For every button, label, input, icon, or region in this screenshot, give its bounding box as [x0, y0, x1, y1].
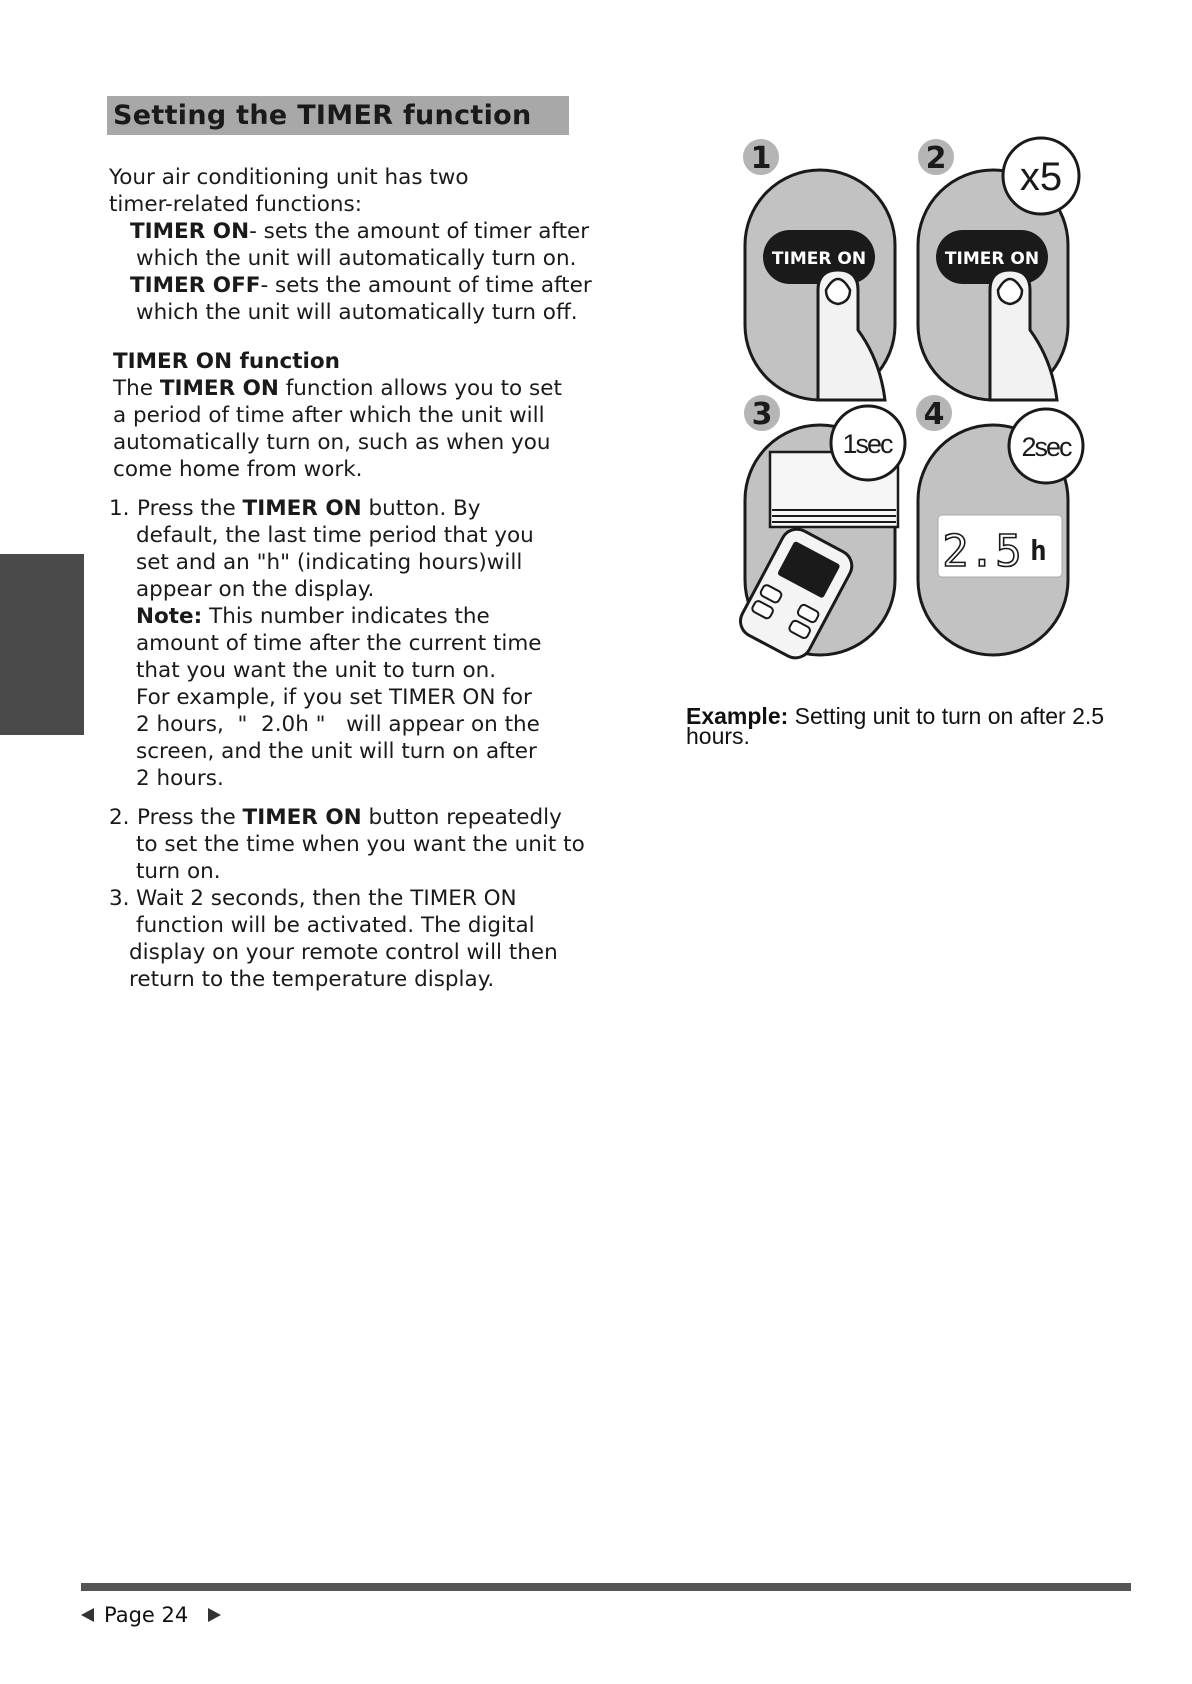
step-3-line-3: display on your remote control will then — [129, 940, 558, 965]
timer-off-term: TIMER OFF — [130, 273, 261, 298]
section-heading: Setting the TIMER function — [107, 96, 569, 135]
caption-line-1 — [686, 703, 1136, 729]
step-2-bold: TIMER ON — [242, 805, 362, 830]
step-1-line-1 — [137, 495, 481, 522]
timer-off-definition — [130, 272, 592, 299]
previous-page-arrow-icon[interactable] — [81, 1608, 94, 1622]
step-3-line-2: function will be activated. The digital — [136, 913, 535, 938]
timer-on-desc-2: which the unit will automatically turn on. — [136, 246, 577, 271]
step-1-number: 1. — [109, 496, 130, 521]
step-1-badge-label: 1 — [750, 141, 772, 176]
step-1-prefix: Press the — [137, 496, 243, 521]
display-unit: h — [1030, 534, 1047, 567]
note-line-7: 2 hours. — [136, 766, 224, 791]
step-3-badge-label: 3 — [751, 397, 773, 432]
caption-line-2: hours. — [686, 723, 750, 749]
step-3-line-1: Wait 2 seconds, then the TIMER ON — [136, 886, 517, 911]
section-para-3: automatically turn on, such as when you — [113, 430, 551, 455]
note-line-5: 2 hours, " 2.0h " will appear on the — [136, 712, 540, 737]
step-1-line-2: default, the last time period that you — [136, 523, 534, 548]
step-2-rest: button repeatedly — [361, 805, 562, 830]
fingernail-1 — [826, 279, 850, 304]
section-para-prefix: The — [113, 376, 160, 401]
note-label: Note: — [136, 604, 203, 629]
section-para-2: a period of time after which the unit will — [113, 403, 545, 428]
step-1-line-3: set and an "h" (indicating hours)will — [136, 550, 523, 575]
note-line-6: screen, and the unit will turn on after — [136, 739, 537, 764]
step-2-prefix: Press the — [137, 805, 243, 830]
footer-rule — [81, 1583, 1131, 1591]
timer-illustration — [730, 130, 1110, 670]
page-footer — [81, 1600, 221, 1630]
step-1-line-4: appear on the display. — [136, 577, 375, 602]
note-line-4: For example, if you set TIMER ON for — [136, 685, 532, 710]
intro-line-1: Your air conditioning unit has two — [109, 165, 469, 190]
step-2-line-3: turn on. — [136, 859, 221, 884]
step-2-line-2: to set the time when you want the unit to — [136, 832, 585, 857]
timer-off-desc: - sets the amount of time after — [260, 273, 592, 298]
section-para-4: come home from work. — [113, 457, 363, 482]
note-line-2: amount of time after the current time — [136, 631, 542, 656]
next-page-arrow-icon[interactable] — [208, 1608, 221, 1622]
step-2-badge-label: 2 — [925, 141, 947, 176]
step-4-badge-label: 4 — [923, 397, 945, 432]
note-line-1 — [136, 603, 490, 630]
note-line-3: that you want the unit to turn on. — [136, 658, 497, 683]
panel-3 — [735, 394, 905, 663]
panel-1 — [742, 138, 895, 400]
timer-on-definition — [130, 218, 589, 245]
section-para-1 — [113, 375, 562, 402]
caption-label: Example: — [686, 703, 789, 729]
panel-2 — [917, 138, 1079, 400]
fingernail-2 — [998, 279, 1022, 304]
display-value: 2.5 — [942, 526, 1022, 577]
step-3-number: 3. — [109, 886, 130, 911]
timer-on-desc: - sets the amount of timer after — [249, 219, 590, 244]
step-3-line-4: return to the temperature display. — [129, 967, 495, 992]
chapter-side-tab — [0, 554, 84, 735]
timer-on-term: TIMER ON — [130, 219, 250, 244]
note-text-1: This number indicates the — [202, 604, 490, 629]
step-1-rest: button. By — [361, 496, 481, 521]
timer-on-button-1-label: TIMER ON — [771, 249, 867, 269]
section-title: TIMER ON function — [113, 349, 340, 374]
section-para-bold: TIMER ON — [159, 376, 279, 401]
wait-2-label: 2sec — [1021, 432, 1071, 462]
step-1-bold: TIMER ON — [242, 496, 362, 521]
caption-text: Setting unit to turn on after 2.5 — [788, 703, 1105, 729]
intro-line-2: timer-related functions: — [109, 192, 362, 217]
step-2-number: 2. — [109, 805, 130, 830]
timer-on-button-2-label: TIMER ON — [944, 249, 1040, 269]
illustration-caption — [686, 703, 1136, 749]
step-2-line-1 — [137, 804, 562, 831]
panel-4 — [915, 394, 1083, 655]
section-para-rest: function allows you to set — [278, 376, 562, 401]
timer-off-desc-2: which the unit will automatically turn off. — [136, 300, 578, 325]
repeat-count-label: x5 — [1019, 155, 1063, 199]
wait-1-label: 1sec — [842, 429, 892, 459]
page-number: Page 24 — [104, 1603, 189, 1627]
